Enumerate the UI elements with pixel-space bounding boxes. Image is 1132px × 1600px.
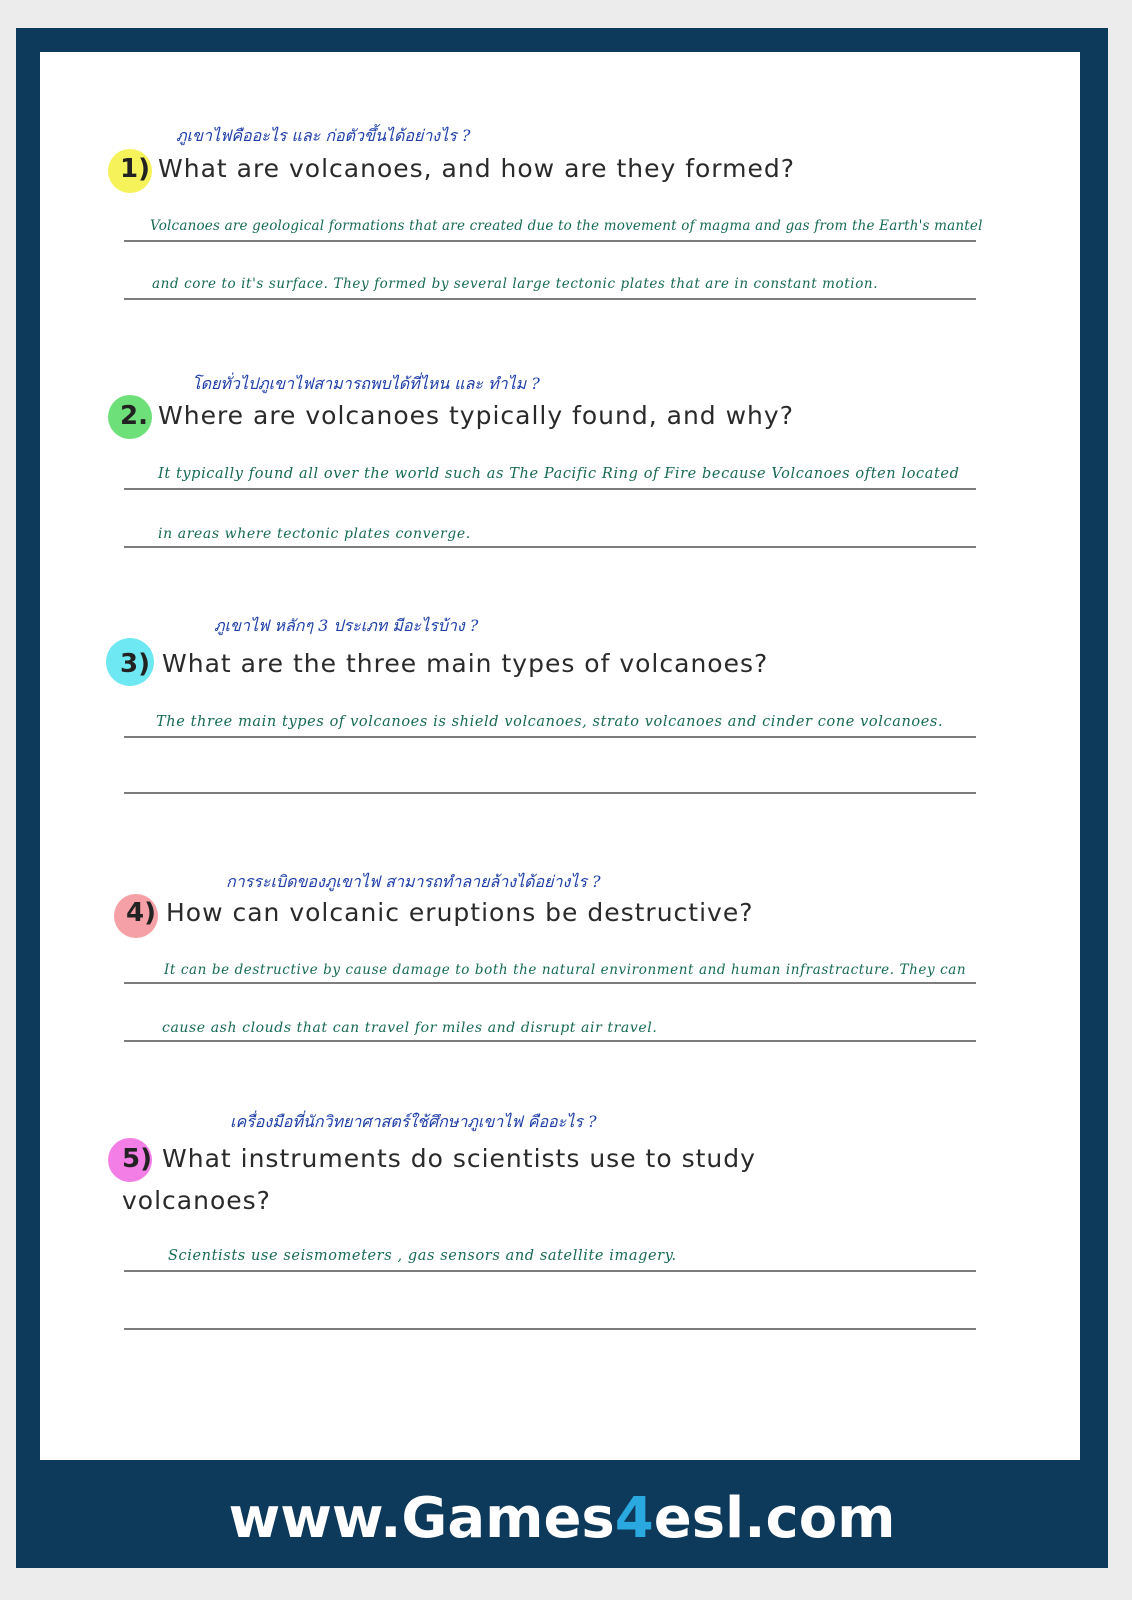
footer-url-highlight: 4 — [614, 1485, 654, 1551]
answer-line-2: cause ash clouds that can travel for miles and disrupt air travel. — [162, 1020, 658, 1036]
writing-line — [124, 792, 976, 794]
thai-translation: ภูเขาไฟคืออะไร และ ก่อตัวขึ้นได้อย่างไร ? — [176, 126, 471, 145]
question-text: What are volcanoes, and how are they formed? — [158, 154, 796, 183]
writing-line — [124, 488, 976, 490]
writing-line — [124, 982, 976, 984]
footer-url-prefix: www.Games — [228, 1485, 615, 1551]
question-text: How can volcanic eruptions be destructive? — [166, 898, 754, 927]
writing-line — [124, 1328, 976, 1330]
thai-translation: การระเบิดของภูเขาไฟ สามารถทำลายล้างได้อย่างไร ? — [226, 872, 601, 891]
question-text-continued: volcanoes? — [122, 1186, 271, 1215]
answer-line-2: and core to it's surface. They formed by several large tectonic plates that are in constant motion. — [152, 276, 879, 292]
thai-translation: โดยทั่วไปภูเขาไฟสามารถพบได้ที่ไหน และ ทำไม ? — [192, 374, 540, 393]
answer-line-1: The three main types of volcanoes is shield volcanoes, strato volcanoes and cinder cone volcanoes. — [156, 714, 944, 730]
thai-translation: ภูเขาไฟ หลักๆ 3 ประเภท มีอะไรบ้าง ? — [214, 616, 479, 635]
answer-line-1: Scientists use seismometers , gas sensors and satellite imagery. — [168, 1248, 677, 1264]
website-footer — [16, 1468, 1108, 1568]
question-text: What are the three main types of volcanoes? — [162, 649, 769, 678]
footer-url-suffix: esl.com — [653, 1485, 896, 1551]
question-number: 5) — [122, 1144, 152, 1174]
question-text: Where are volcanoes typically found, and why? — [158, 401, 794, 430]
question-text: What instruments do scientists use to study — [162, 1144, 756, 1173]
answer-line-1: It can be destructive by cause damage to both the natural environment and human infrastracture. They can — [164, 962, 967, 978]
answer-line-1: Volcanoes are geological formations that are created due to the movement of magma and gas from the Earth's mantel — [150, 218, 983, 234]
answer-line-2: in areas where tectonic plates converge. — [158, 526, 471, 542]
question-number: 2. — [120, 401, 148, 431]
thai-translation: เครื่องมือที่นักวิทยาศาสตร์ใช้ศึกษาภูเขาไฟ คืออะไร ? — [230, 1112, 597, 1131]
writing-line — [124, 240, 976, 242]
answer-line-1: It typically found all over the world such as The Pacific Ring of Fire because Volcanoes often located — [158, 466, 960, 482]
writing-line — [124, 736, 976, 738]
worksheet — [40, 52, 1080, 1460]
question-number: 1) — [120, 154, 150, 184]
writing-line — [124, 298, 976, 300]
question-number: 4) — [126, 898, 156, 928]
writing-line — [124, 546, 976, 548]
writing-line — [124, 1040, 976, 1042]
writing-line — [124, 1270, 976, 1272]
question-number: 3) — [120, 649, 150, 679]
